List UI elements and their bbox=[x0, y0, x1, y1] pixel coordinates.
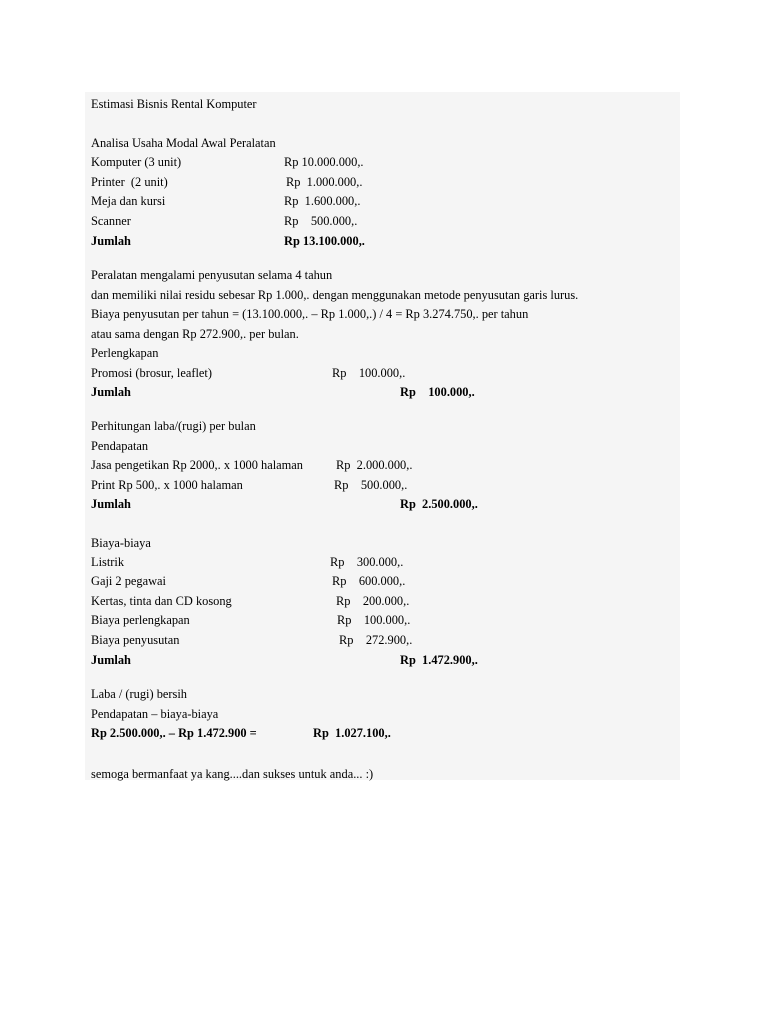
document-title: Estimasi Bisnis Rental Komputer bbox=[91, 97, 257, 111]
depreciation-line: dan memiliki nilai residu sebesar Rp 1.000,. dengan menggunakan metode penyusutan garis lurus. bbox=[91, 288, 579, 302]
laba-rugi-heading: Perhitungan laba/(rugi) per bulan bbox=[91, 419, 256, 433]
biaya-item-amount: Rp 272.900,. bbox=[339, 633, 413, 647]
depreciation-line: Biaya penyusutan per tahun = (13.100.000,. – Rp 1.000,.) / 4 = Rp 3.274.750,. per tahun bbox=[91, 307, 529, 321]
modal-item-label: Printer (2 unit) bbox=[91, 175, 168, 189]
modal-item-amount: Rp 10.000.000,. bbox=[284, 155, 364, 169]
document-page bbox=[85, 92, 680, 780]
biaya-item-amount: Rp 300.000,. bbox=[330, 555, 404, 569]
perlengkapan-heading: Perlengkapan bbox=[91, 346, 159, 360]
modal-item-label: Scanner bbox=[91, 214, 131, 228]
modal-item-amount: Rp 1.000.000,. bbox=[286, 175, 363, 189]
biaya-item-amount: Rp 600.000,. bbox=[332, 574, 406, 588]
depreciation-line: atau sama dengan Rp 272.900,. per bulan. bbox=[91, 327, 299, 341]
perlengkapan-total-amount: Rp 100.000,. bbox=[400, 385, 475, 399]
biaya-total-amount: Rp 1.472.900,. bbox=[400, 653, 478, 667]
biaya-item-amount: Rp 100.000,. bbox=[337, 613, 411, 627]
pendapatan-item-amount: Rp 500.000,. bbox=[334, 478, 408, 492]
modal-item-amount: Rp 1.600.000,. bbox=[284, 194, 361, 208]
biaya-item-label: Listrik bbox=[91, 555, 125, 569]
pendapatan-total-label: Jumlah bbox=[91, 497, 131, 511]
laba-bersih-calculation: Rp 2.500.000,. – Rp 1.472.900 = bbox=[91, 726, 257, 740]
biaya-item-label: Biaya perlengkapan bbox=[91, 613, 190, 627]
closing-note: semoga bermanfaat ya kang....dan sukses untuk anda... :) bbox=[91, 767, 374, 781]
pendapatan-item-label: Jasa pengetikan Rp 2000,. x 1000 halaman bbox=[91, 458, 303, 472]
perlengkapan-item-label: Promosi (brosur, leaflet) bbox=[91, 366, 212, 380]
modal-item-amount: Rp 500.000,. bbox=[284, 214, 358, 228]
perlengkapan-item-amount: Rp 100.000,. bbox=[332, 366, 406, 380]
biaya-heading: Biaya-biaya bbox=[91, 536, 151, 550]
depreciation-line: Peralatan mengalami penyusutan selama 4 tahun bbox=[91, 268, 333, 282]
biaya-item-label: Biaya penyusutan bbox=[91, 633, 180, 647]
laba-bersih-formula: Pendapatan – biaya-biaya bbox=[91, 707, 219, 721]
pendapatan-item-label: Print Rp 500,. x 1000 halaman bbox=[91, 478, 243, 492]
modal-total-label: Jumlah bbox=[91, 234, 131, 248]
laba-bersih-heading: Laba / (rugi) bersih bbox=[91, 687, 187, 701]
biaya-item-label: Kertas, tinta dan CD kosong bbox=[91, 594, 232, 608]
perlengkapan-total-label: Jumlah bbox=[91, 385, 131, 399]
biaya-item-amount: Rp 200.000,. bbox=[336, 594, 410, 608]
biaya-item-label: Gaji 2 pegawai bbox=[91, 574, 167, 588]
modal-item-label: Komputer (3 unit) bbox=[91, 155, 182, 169]
pendapatan-heading: Pendapatan bbox=[91, 439, 149, 453]
pendapatan-total-amount: Rp 2.500.000,. bbox=[400, 497, 478, 511]
pendapatan-item-amount: Rp 2.000.000,. bbox=[336, 458, 413, 472]
biaya-total-label: Jumlah bbox=[91, 653, 131, 667]
modal-total-amount: Rp 13.100.000,. bbox=[284, 234, 365, 248]
modal-item-label: Meja dan kursi bbox=[91, 194, 166, 208]
laba-bersih-result: Rp 1.027.100,. bbox=[313, 726, 391, 740]
modal-heading: Analisa Usaha Modal Awal Peralatan bbox=[91, 136, 276, 150]
